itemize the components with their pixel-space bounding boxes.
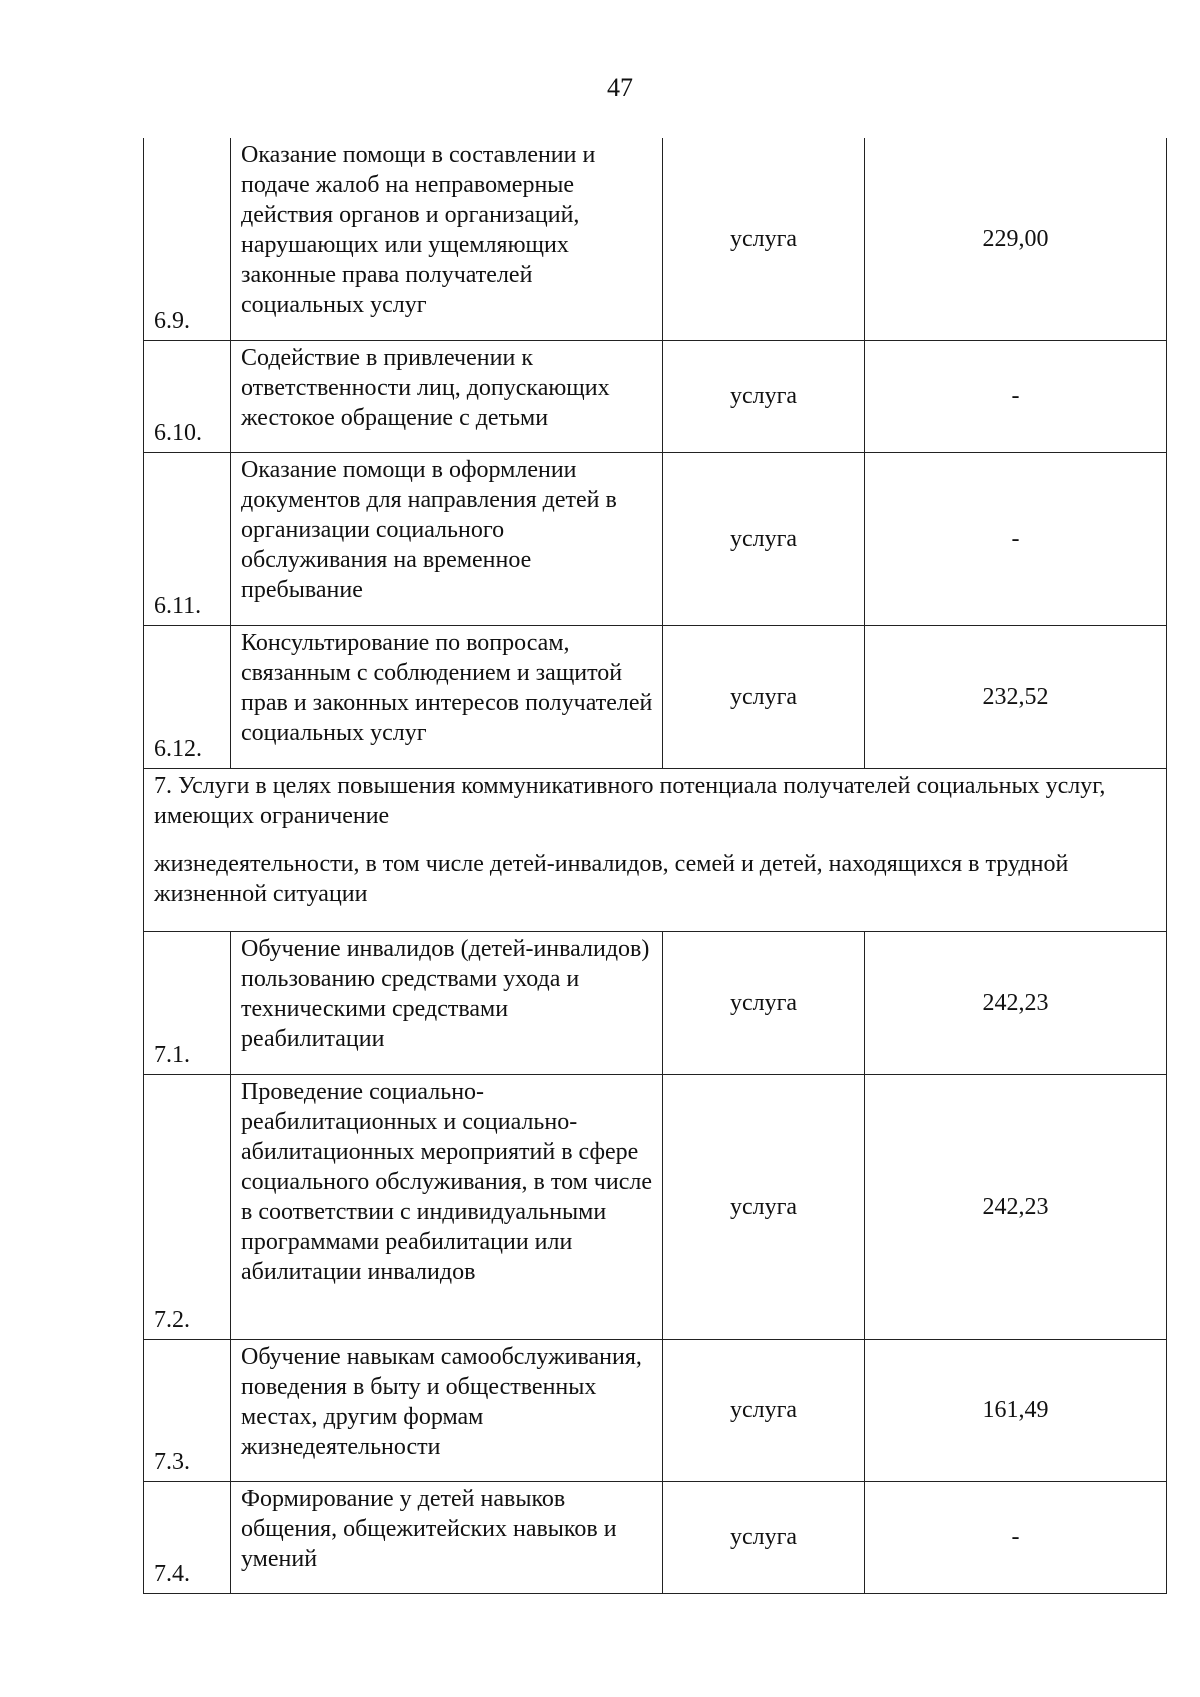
- table-row: [144, 452, 1167, 625]
- service-price: -: [865, 452, 1167, 625]
- unit-of-measure: услуга: [663, 1481, 865, 1593]
- service-name: Консультирование по вопросам, связанным с соблюдением и защитой прав и законных интересов получателей социальных услуг: [231, 625, 663, 768]
- unit-of-measure: услуга: [663, 138, 865, 340]
- service-name: Оказание помощи в оформлении документов для направления детей в организации социального обслуживания на временное пребывание: [231, 452, 663, 625]
- row-number: 6.12.: [144, 625, 231, 768]
- row-number: 6.10.: [144, 340, 231, 452]
- row-number: 6.11.: [144, 452, 231, 625]
- table-row: [144, 625, 1167, 768]
- table-row: [144, 1074, 1167, 1339]
- row-number: 6.9.: [144, 138, 231, 340]
- unit-of-measure: услуга: [663, 625, 865, 768]
- unit-of-measure: услуга: [663, 931, 865, 1074]
- table-row: [144, 1481, 1167, 1593]
- row-number: 7.4.: [144, 1481, 231, 1593]
- service-price: 229,00: [865, 138, 1167, 340]
- unit-of-measure: услуга: [663, 1074, 865, 1339]
- service-name: Оказание помощи в составлении и подаче жалоб на неправомерные действия органов и организаций, нарушающих или ущемляющих законные права получателей социальных услуг: [231, 138, 663, 340]
- service-name: Содействие в привлечении к ответственности лиц, допускающих жестокое обращение с детьми: [231, 340, 663, 452]
- table-row: [144, 1339, 1167, 1481]
- service-name: Обучение инвалидов (детей-инвалидов) пользованию средствами ухода и техническими средствами реабилитации: [231, 931, 663, 1074]
- table-row: [144, 138, 1167, 340]
- service-price: -: [865, 1481, 1167, 1593]
- service-name: Формирование у детей навыков общения, общежитейских навыков и умений: [231, 1481, 663, 1593]
- row-number: 7.1.: [144, 931, 231, 1074]
- page-number: 47: [607, 73, 633, 102]
- unit-of-measure: услуга: [663, 452, 865, 625]
- row-number: 7.3.: [144, 1339, 231, 1481]
- service-price: 242,23: [865, 931, 1167, 1074]
- section-heading-line: жизнедеятельности, в том числе детей-инвалидов, семей и детей, находящихся в трудной жизненной ситуации: [154, 850, 1069, 907]
- services-table: [143, 138, 1167, 1594]
- row-number: 7.2.: [144, 1074, 231, 1339]
- service-price: 232,52: [865, 625, 1167, 768]
- service-price: 161,49: [865, 1339, 1167, 1481]
- section-heading: [144, 768, 1167, 931]
- service-price: 242,23: [865, 1074, 1167, 1339]
- service-name: Проведение социально-реабилитационных и социально-абилитационных мероприятий в сфере социального обслуживания, в том числе в соответствии с индивидуальными программами реабилитации или абилитации инвалидов: [231, 1074, 663, 1339]
- unit-of-measure: услуга: [663, 340, 865, 452]
- service-name: Обучение навыкам самообслуживания, поведения в быту и общественных местах, другим формам жизнедеятельности: [231, 1339, 663, 1481]
- section-heading-line: 7. Услуги в целях повышения коммуникативного потенциала получателей социальных услуг, имеющих ограничение: [154, 772, 1106, 829]
- service-price: -: [865, 340, 1167, 452]
- table-row: [144, 931, 1167, 1074]
- section-header-row: [144, 768, 1167, 931]
- unit-of-measure: услуга: [663, 1339, 865, 1481]
- table-row: [144, 340, 1167, 452]
